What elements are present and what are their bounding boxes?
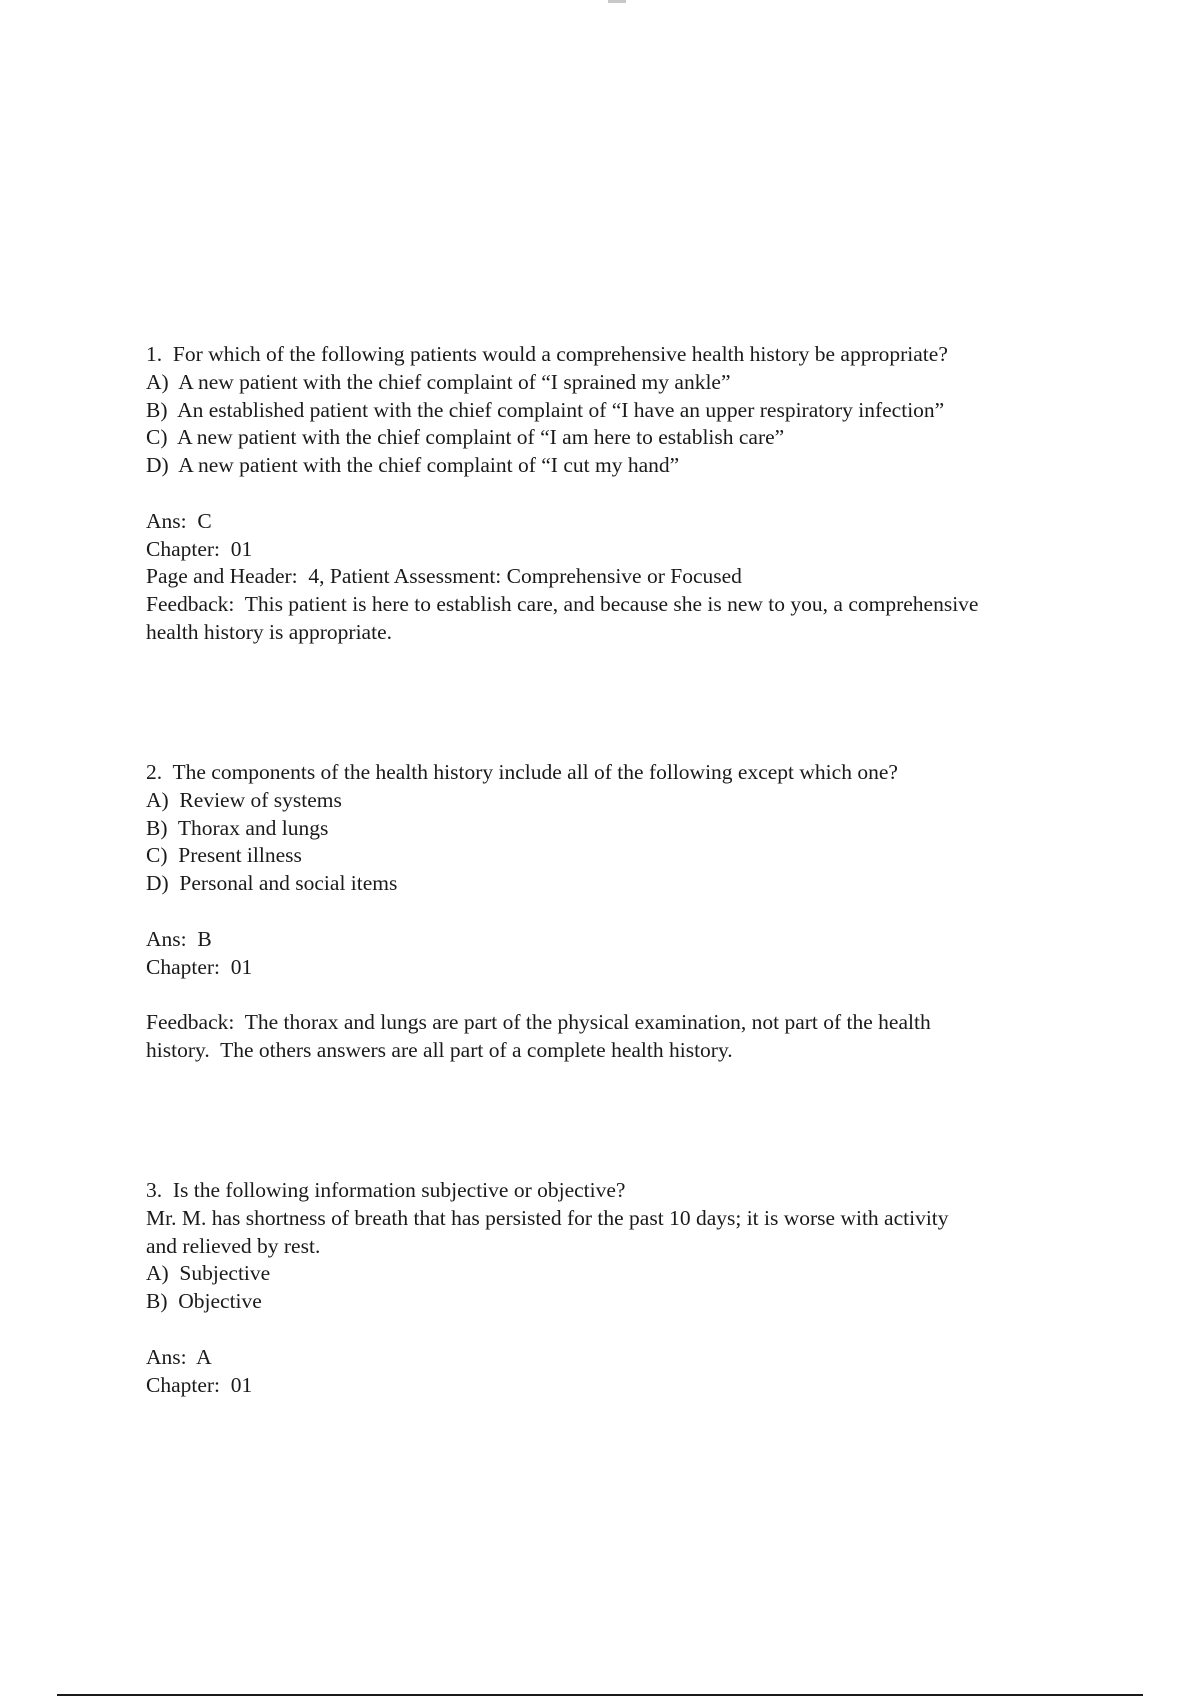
question-stem: 2. The components of the health history include all of the following except which one?: [146, 760, 898, 784]
answer-option-a: A) Subjective: [146, 1261, 271, 1286]
answer-key: Ans: B: [146, 926, 212, 951]
answer-option-d: D) Personal and social items: [146, 871, 398, 896]
question-1: [146, 341, 1106, 647]
feedback-line-1: Feedback: The thorax and lungs are part of the physical examination, not part of the health: [146, 1010, 931, 1035]
spacer: [146, 1316, 1106, 1344]
answer-key: Ans: C: [146, 508, 212, 533]
chapter-label: Chapter: 01: [146, 954, 253, 979]
page-bottom-rule: [57, 1694, 1143, 1696]
question-3: [146, 1177, 1106, 1399]
question-context-line-2: and relieved by rest.: [146, 1233, 321, 1258]
answer-option-c: C) Present illness: [146, 843, 302, 868]
answer-option-a: A) A new patient with the chief complaint of “I sprained my ankle”: [146, 369, 731, 394]
question-stem: 1. For which of the following patients would a comprehensive health history be appropriate?: [146, 342, 948, 366]
chapter-label: Chapter: 01: [146, 1372, 253, 1397]
answer-option-b: B) An established patient with the chief complaint of “I have an upper respiratory infection”: [146, 397, 945, 422]
answer-option-b: B) Thorax and lungs: [146, 815, 329, 840]
page-header-label: Page and Header: 4, Patient Assessment: Comprehensive or Focused: [146, 564, 742, 589]
answer-option-c: C) A new patient with the chief complaint of “I am here to establish care”: [146, 425, 785, 450]
answer-option-a: A) Review of systems: [146, 787, 342, 812]
spacer: [146, 981, 1106, 1009]
question-2: [146, 759, 1106, 1065]
question-stem: 3. Is the following information subjective or objective?: [146, 1178, 626, 1202]
answer-option-b: B) Objective: [146, 1289, 262, 1314]
spacer: [146, 480, 1106, 508]
answer-option-d: D) A new patient with the chief complaint of “I cut my hand”: [146, 453, 680, 478]
answer-key: Ans: A: [146, 1344, 212, 1369]
feedback-line-1: Feedback: This patient is here to establish care, and because she is new to you, a comprehensive: [146, 592, 979, 617]
feedback-line-2: health history is appropriate.: [146, 619, 392, 644]
chapter-label: Chapter: 01: [146, 536, 253, 561]
spacer: [146, 898, 1106, 926]
question-context-line-1: Mr. M. has shortness of breath that has persisted for the past 10 days; it is worse with activity: [146, 1205, 949, 1230]
page-top-mark: [608, 0, 626, 3]
feedback-line-2: history. The others answers are all part of a complete health history.: [146, 1037, 733, 1062]
